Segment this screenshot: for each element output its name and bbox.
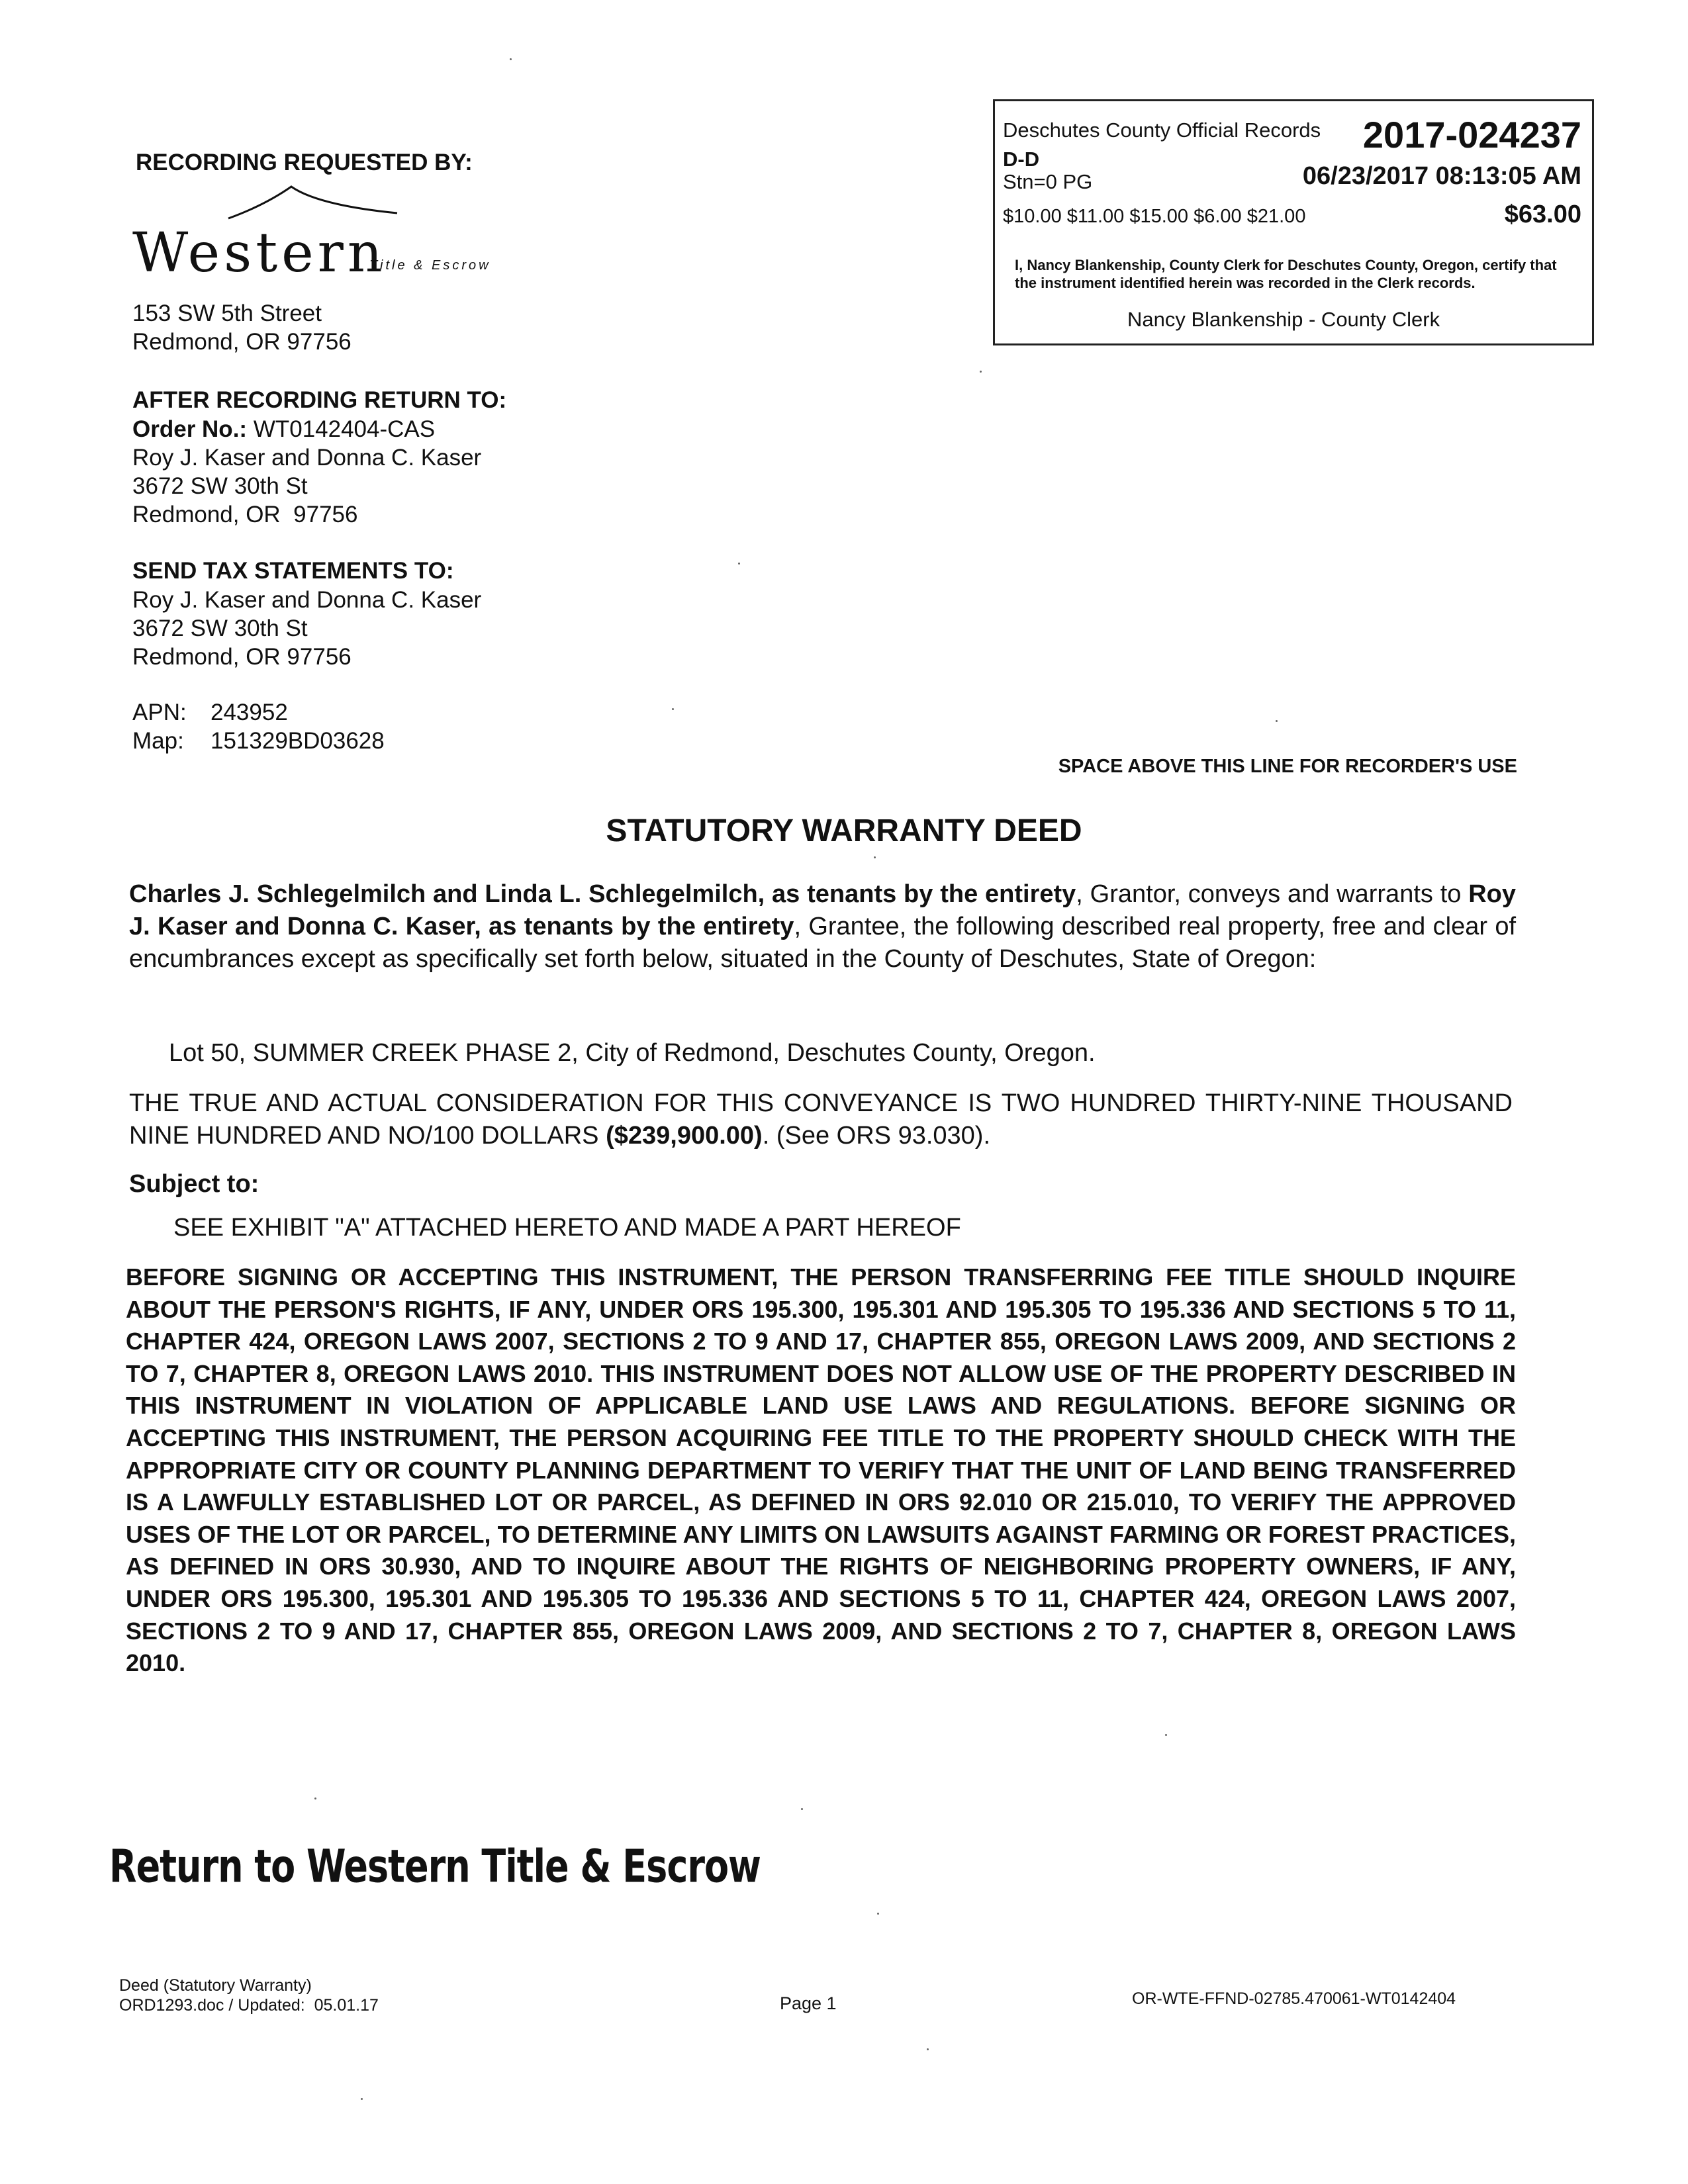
recording-requested-heading: RECORDING REQUESTED BY: — [136, 150, 473, 175]
scan-speck — [801, 1808, 803, 1810]
scan-speck — [1276, 720, 1278, 722]
scan-speck — [980, 371, 982, 373]
footer-page-number: Page 1 — [780, 1993, 837, 2013]
tax-name: Roy J. Kaser and Donna C. Kaser — [132, 587, 482, 613]
requester-address-line1: 153 SW 5th Street — [132, 300, 322, 326]
grant-text-2: , Grantee, the following described real property, free and clear of encumbrances except as specifically set forth below, situated in the County of Deschutes, State of Oregon: — [129, 913, 1517, 973]
return-name: Roy J. Kaser and Donna C. Kaser — [132, 445, 482, 471]
document-type: D-D — [1003, 148, 1040, 171]
recording-total: $63.00 — [1504, 201, 1581, 228]
return-to-stamp: Return to Western Title & Escrow — [109, 1840, 761, 1893]
grant-paragraph — [129, 878, 1516, 976]
grantor-names: Charles J. Schlegelmilch and Linda L. Schlegelmilch, as tenants by the entirety — [129, 880, 1076, 908]
scan-speck — [927, 2048, 929, 2050]
return-address-line2: Redmond, OR 97756 — [132, 502, 358, 527]
statutory-warning: BEFORE SIGNING OR ACCEPTING THIS INSTRUMENT, THE PERSON TRANSFERRING FEE TITLE SHOULD INQUIRE ABOUT THE PERSON'S RIGHTS, IF ANY, UNDER ORS 195.300, 195.301 AND 195.305 TO 195.336 AND SECTIONS 5 TO 11, CHAPTER 424, OREGON LAWS 2007, SECTIONS 2 TO 9 AND 17, CHAPTER 855, OREGON LAWS 2009, AND SECTIONS 2 TO 7, CHAPTER 8, OREGON LAWS 2010. THIS INSTRUMENT DOES NOT ALLOW USE OF THE PROPERTY DESCRIBED IN THIS INSTRUMENT IN VIOLATION OF APPLICABLE LAND USE LAWS AND REGULATIONS. BEFORE SIGNING OR ACCEPTING THIS INSTRUMENT, THE PERSON ACQUIRING FEE TITLE TO THE PROPERTY SHOULD CHECK WITH THE APPROPRIATE CITY OR COUNTY PLANNING DEPARTMENT TO VERIFY THAT THE UNIT OF LAND BEING TRANSFERRED IS A LAWFULLY ESTABLISHED LOT OR PARCEL, AS DEFINED IN ORS 92.010 OR 215.010, TO VERIFY THE APPROVED USES OF THE LOT OR PARCEL, TO DETERMINE ANY LIMITS ON LAWSUITS AGAINST FARMING OR FOREST PRACTICES, AS DEFINED IN ORS 30.930, AND TO INQUIRE ABOUT THE RIGHTS OF NEIGHBORING PROPERTY OWNERS, IF ANY, UNDER ORS 195.300, 195.301 AND 195.305 TO 195.336 AND SECTIONS 5 TO 11, CHAPTER 424, OREGON LAWS 2007, SECTIONS 2 TO 9 AND 17, CHAPTER 855, OREGON LAWS 2009, AND SECTIONS 2 TO 7, CHAPTER 8, OREGON LAWS 2010. — [126, 1263, 1516, 1677]
scan-speck — [361, 2098, 363, 2100]
scan-speck — [877, 1913, 879, 1915]
requester-address-line2: Redmond, OR 97756 — [132, 329, 352, 355]
document-title: STATUTORY WARRANTY DEED — [606, 813, 1082, 848]
order-number-label: Order No.: — [132, 416, 248, 442]
footer-form-file: ORD1293.doc / Updated: 05.01.17 — [119, 1996, 379, 2015]
scan-speck — [874, 856, 876, 858]
subject-to-label: Subject to: — [129, 1170, 259, 1198]
tax-statements-heading: SEND TAX STATEMENTS TO: — [132, 558, 454, 584]
grantee-names: Roy J. Kaser and Donna C. Kaser, as tenants by the entirety — [129, 880, 1516, 940]
county-clerk-name: Nancy Blankenship - County Clerk — [1127, 308, 1440, 331]
scan-speck — [1165, 1734, 1167, 1736]
order-number-line — [132, 416, 435, 443]
tax-address-line1: 3672 SW 30th St — [132, 615, 308, 641]
apn-value: 243952 — [211, 700, 288, 725]
footer-form-name: Deed (Statutory Warranty) — [119, 1976, 312, 1995]
map-label: Map: — [132, 728, 184, 754]
grant-text-1: , Grantor, conveys and warrants to — [1076, 880, 1469, 908]
consideration-text: THE TRUE AND ACTUAL CONSIDERATION FOR THIS CONVEYANCE IS TWO HUNDRED THIRTY-NINE THOUSAND NINE HUNDRED AND NO/100 DOLLARS — [129, 1089, 1513, 1150]
consideration-amount: ($239,900.00) — [606, 1122, 763, 1150]
after-recording-heading: AFTER RECORDING RETURN TO: — [132, 387, 507, 413]
legal-description: Lot 50, SUMMER CREEK PHASE 2, City of Redmond, Deschutes County, Oregon. — [169, 1039, 1096, 1067]
subject-to-text: SEE EXHIBIT "A" ATTACHED HERETO AND MADE A PART HEREOF — [173, 1214, 961, 1242]
recording-fees: $10.00 $11.00 $15.00 $6.00 $21.00 — [1003, 206, 1306, 227]
station-page: Stn=0 PG — [1003, 170, 1093, 193]
scan-speck — [672, 708, 674, 710]
recorder-stamp-box — [993, 99, 1594, 345]
western-logo-wordmark: Western — [132, 222, 387, 285]
recording-datetime: 06/23/2017 08:13:05 AM — [1302, 162, 1581, 190]
return-address-line1: 3672 SW 30th St — [132, 473, 308, 499]
footer-document-id: OR-WTE-FFND-02785.470061-WT0142404 — [1132, 1989, 1456, 2008]
scan-speck — [314, 1797, 316, 1799]
scan-speck — [738, 563, 740, 565]
clerk-certification: I, Nancy Blankenship, County Clerk for Deschutes County, Oregon, certify that the instrument identified herein was recorded in the Clerk records. — [1015, 257, 1557, 291]
scan-speck — [510, 58, 512, 60]
map-value: 151329BD03628 — [211, 728, 385, 754]
recording-number: 2017-024237 — [1362, 114, 1581, 156]
consideration-paragraph — [129, 1087, 1513, 1152]
apn-label: APN: — [132, 700, 187, 725]
order-number-value: WT0142404-CAS — [253, 416, 436, 442]
recorder-use-line: SPACE ABOVE THIS LINE FOR RECORDER'S USE — [1058, 756, 1517, 777]
consideration-reference: . (See ORS 93.030). — [762, 1122, 991, 1150]
recorder-office: Deschutes County Official Records — [1003, 118, 1321, 142]
tax-address-line2: Redmond, OR 97756 — [132, 644, 352, 670]
western-logo-subtitle: Title & Escrow — [369, 258, 491, 273]
